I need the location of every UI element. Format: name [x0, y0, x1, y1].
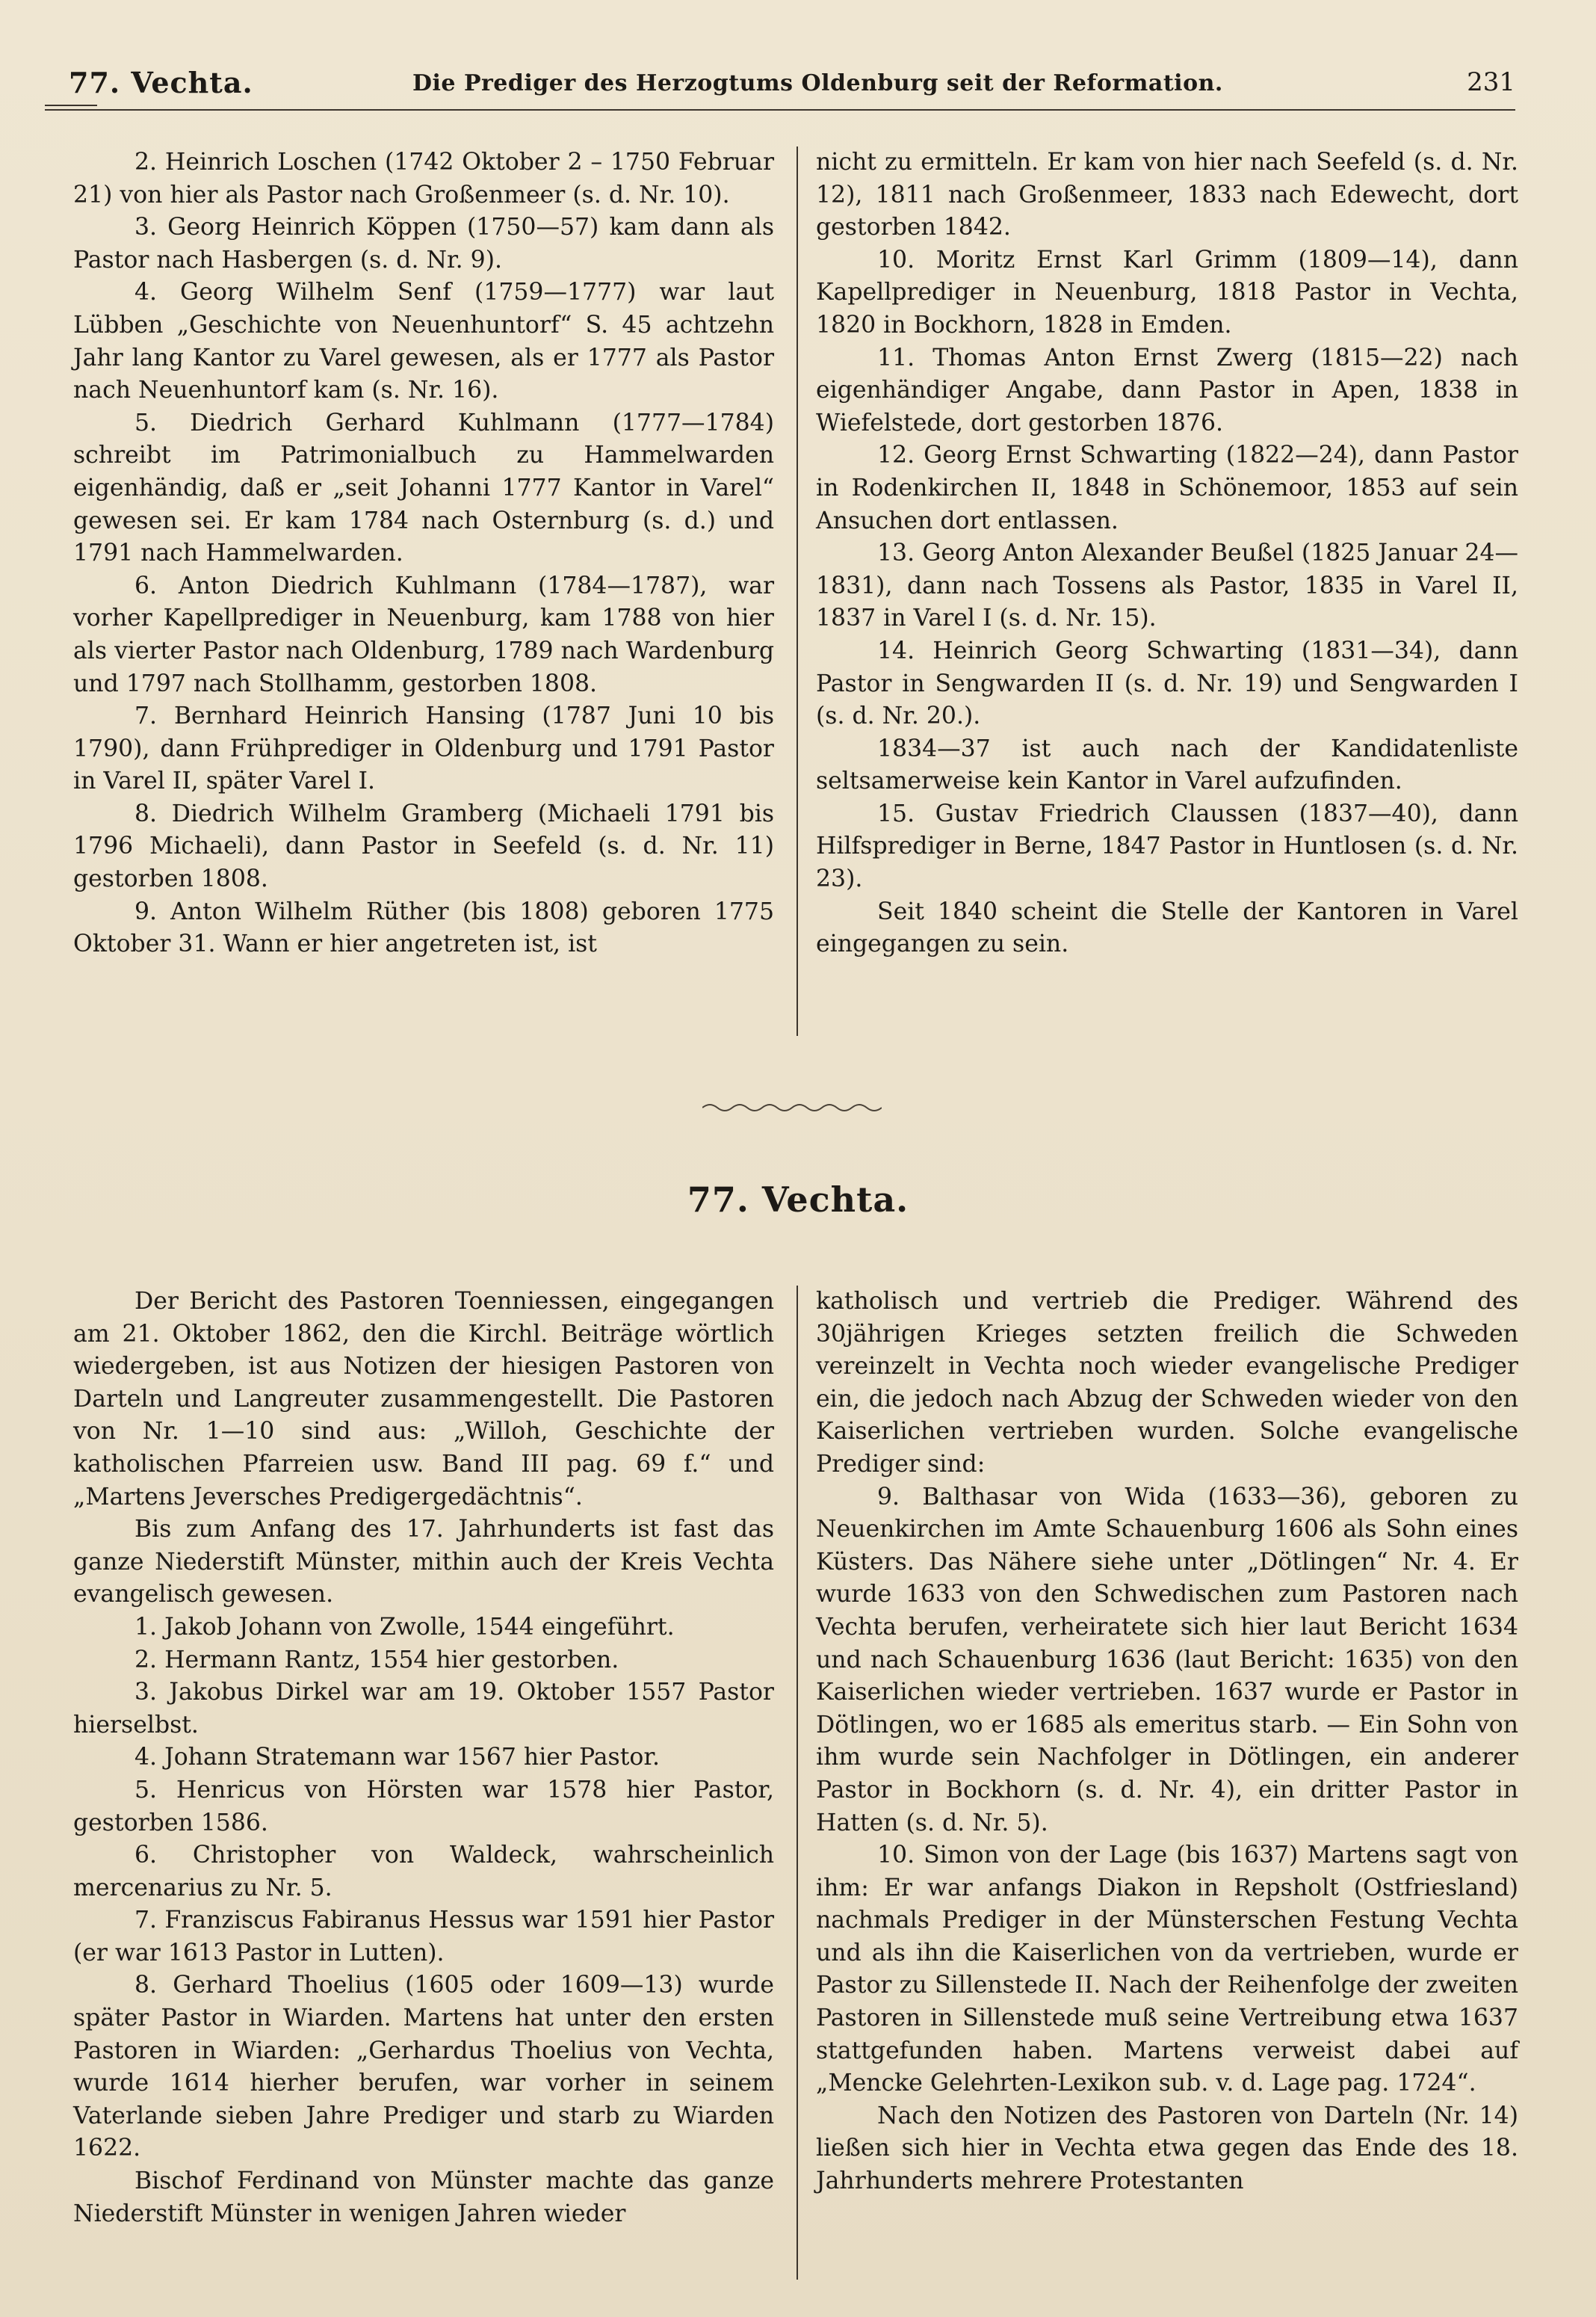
paragraph: katholisch und vertrieb die Prediger. Während des 30jährigen Krieges setzten freilich die Schweden vereinzelt in Vechta noch wieder evangelische Prediger ein, die jedoch nach Abzug der Schweden wieder von den Kaiserlichen vertrieben wurden. Solche evangelische Prediger sind: [816, 1288, 1518, 1478]
upper-left-column [73, 146, 774, 961]
running-header [69, 60, 1515, 112]
header-underline-short [45, 105, 97, 106]
lower-left-column [73, 1286, 774, 2230]
header-title: Die Prediger des Herzogtums Oldenburg seit der Reformation. [412, 70, 1223, 96]
paragraph: 9. Balthasar von Wida (1633—36), geboren zu Neuenkirchen im Amte Schauenburg 1606 als Sohn eines Küsters. Das Nähere siehe unter „Dötlingen“ Nr. 4. Er wurde 1633 von den Schwedischen zum Pastoren nach Vechta berufen, verheiratete sich hier laut Bericht 1634 und nach Schauenburg 1636 (laut Bericht: 1635) von den Kaiserlichen wieder vertrieben. 1637 wurde er Pastor in Dötlingen, wo er 1685 als emeritus starb. — Ein Sohn von ihm wurde sein Nachfolger in Dötlingen, ein anderer Pastor in Bockhorn (s. d. Nr. 4), ein dritter Pastor in Hatten (s. d. Nr. 5). [816, 1483, 1518, 1836]
paragraph: 12. Georg Ernst Schwarting (1822—24), dann Pastor in Rodenkirchen II, 1848 in Schönemoor, 1853 auf sein Ansuchen dort entlassen. [816, 442, 1518, 534]
header-rule [45, 109, 1515, 111]
paragraph: 2. Heinrich Loschen (1742 Oktober 2 – 1750 Februar 21) von hier als Pastor nach Großenmeer (s. d. Nr. 10). [73, 149, 774, 209]
column-divider-lower [797, 1286, 798, 2280]
lower-right-column [816, 1286, 1518, 2198]
header-section-label: 77. Vechta. [69, 66, 253, 99]
paragraph: 13. Georg Anton Alexander Beußel (1825 Januar 24—1831), dann nach Tossens als Pastor, 1835 in Varel II, 1837 in Varel I (s. d. Nr. 15). [816, 540, 1518, 632]
paragraph: 15. Gustav Friedrich Claussen (1837—40), dann Hilfsprediger in Berne, 1847 Pastor in Huntlosen (s. d. Nr. 23). [816, 800, 1518, 893]
paragraph: 10. Simon von der Lage (bis 1637) Martens sagt von ihm: Er war anfangs Diakon in Repsholt (Ostfriesland) nachmals Prediger in der Münsterschen Festung Vechta und als ihn die Kaiserlichen von da vertrieben, wurde er Pastor zu Sillenstede II. Nach der Reihenfolge der zweiten Pastoren in Sillenstede muß seine Vertreibung etwa 1637 stattgefunden haben. Martens verweist dabei auf „Mencke Gelehrten-Lexikon sub. v. d. Lage pag. 1724“. [816, 1842, 1518, 2097]
paragraph: 4. Johann Stratemann war 1567 hier Pastor. [134, 1744, 660, 1771]
wavy-separator-ornament [702, 1100, 882, 1115]
paragraph: Seit 1840 scheint die Stelle der Kantoren in Varel eingegangen zu sein. [816, 898, 1518, 958]
paragraph: 5. Diedrich Gerhard Kuhlmann (1777—1784) schreibt im Patrimonialbuch zu Hammelwarden eigenhändig, daß er „seit Johanni 1777 Kantor in Varel“ gewesen sei. Er kam 1784 nach Osternburg (s. d.) und 1791 nach Hammelwarden. [73, 409, 774, 567]
paragraph: 2. Hermann Rantz, 1554 hier gestorben. [134, 1646, 619, 1673]
paragraph: 6. Christopher von Waldeck, wahrscheinlich mercenarius zu Nr. 5. [73, 1842, 774, 1901]
paragraph: 3. Georg Heinrich Köppen (1750—57) kam dann als Pastor nach Hasbergen (s. d. Nr. 9). [73, 214, 774, 274]
paragraph: 4. Georg Wilhelm Senf (1759—1777) war laut Lübben „Geschichte von Neuenhuntorf“ S. 45 achtzehn Jahr lang Kantor zu Varel gewesen, als er 1777 als Pastor nach Neuenhuntorf kam (s. Nr. 16). [73, 279, 774, 404]
paragraph: 8. Diedrich Wilhelm Gramberg (Michaeli 1791 bis 1796 Michaeli), dann Pastor in Seefeld (s. d. Nr. 11) gestorben 1808. [73, 800, 774, 893]
paragraph: 8. Gerhard Thoelius (1605 oder 1609—13) wurde später Pastor in Wiarden. Martens hat unter den ersten Pastoren in Wiarden: „Gerhardus Thoelius von Vechta, wurde 1614 hierher berufen, war vorher in seinem Vaterlande sieben Jahre Prediger und starb zu Wiarden 1622. [73, 1972, 774, 2162]
paragraph: 3. Jakobus Dirkel war am 19. Oktober 1557 Pastor hierselbst. [73, 1679, 774, 1738]
paragraph: 9. Anton Wilhelm Rüther (bis 1808) geboren 1775 Oktober 31. Wann er hier angetreten ist, ist [73, 898, 774, 958]
column-divider-upper [797, 146, 798, 1036]
paragraph: 5. Henricus von Hörsten war 1578 hier Pastor, gestorben 1586. [73, 1776, 774, 1836]
paragraph: 7. Bernhard Heinrich Hansing (1787 Juni 10 bis 1790), dann Frühprediger in Oldenburg und 1791 Pastor in Varel II, später Varel I. [73, 703, 774, 795]
upper-right-column [816, 146, 1518, 961]
paragraph: 1834—37 ist auch nach der Kandidatenliste seltsamerweise kein Kantor in Varel aufzufinden. [816, 735, 1518, 795]
paragraph: 1. Jakob Johann von Zwolle, 1544 eingeführt. [134, 1613, 675, 1641]
section-heading: 77. Vechta. [687, 1179, 909, 1220]
paragraph: 10. Moritz Ernst Karl Grimm (1809—14), dann Kapellprediger in Neuenburg, 1818 Pastor in Vechta, 1820 in Bockhorn, 1828 in Emden. [816, 246, 1518, 339]
paragraph: 6. Anton Diedrich Kuhlmann (1784—1787), war vorher Kapellprediger in Neuenburg, kam 1788 von hier als vierter Pastor nach Oldenburg, 1789 nach Wardenburg und 1797 nach Stollhamm, gestorben 1808. [73, 572, 774, 697]
paragraph: Bischof Ferdinand von Münster machte das ganze Niederstift Münster in wenigen Jahren wieder [73, 2168, 774, 2227]
paragraph: 11. Thomas Anton Ernst Zwerg (1815—22) nach eigenhändiger Angabe, dann Pastor in Apen, 1838 in Wiefelstede, dort gestorben 1876. [816, 344, 1518, 436]
page-number: 231 [1467, 67, 1515, 97]
paragraph: 14. Heinrich Georg Schwarting (1831—34), dann Pastor in Sengwarden II (s. d. Nr. 19) und Sengwarden I (s. d. Nr. 20.). [816, 637, 1518, 730]
paragraph: Bis zum Anfang des 17. Jahrhunderts ist fast das ganze Niederstift Münster, mithin auch der Kreis Vechta evangelisch gewesen. [73, 1516, 774, 1608]
paragraph: nicht zu ermitteln. Er kam von hier nach Seefeld (s. d. Nr. 12), 1811 nach Großenmeer, 1833 nach Edewecht, dort gestorben 1842. [816, 149, 1518, 241]
paragraph: Der Bericht des Pastoren Toenniessen, eingegangen am 21. Oktober 1862, den die Kirchl. Beiträge wörtlich wiedergeben, ist aus Notizen der hiesigen Pastoren von Darteln und Langreuter zusammengestellt. Die Pastoren von Nr. 1—10 sind aus: „Willoh, Geschichte der katholischen Pfarreien usw. Band III pag. 69 f.“ und „Martens Jeversches Predigergedächtnis“. [73, 1288, 774, 1511]
paragraph: Nach den Notizen des Pastoren von Darteln (Nr. 14) ließen sich hier in Vechta etwa gegen das Ende des 18. Jahrhunderts mehrere Protestanten [816, 2102, 1518, 2195]
paragraph: 7. Franziscus Fabiranus Hessus war 1591 hier Pastor (er war 1613 Pastor in Lutten). [73, 1907, 774, 1966]
